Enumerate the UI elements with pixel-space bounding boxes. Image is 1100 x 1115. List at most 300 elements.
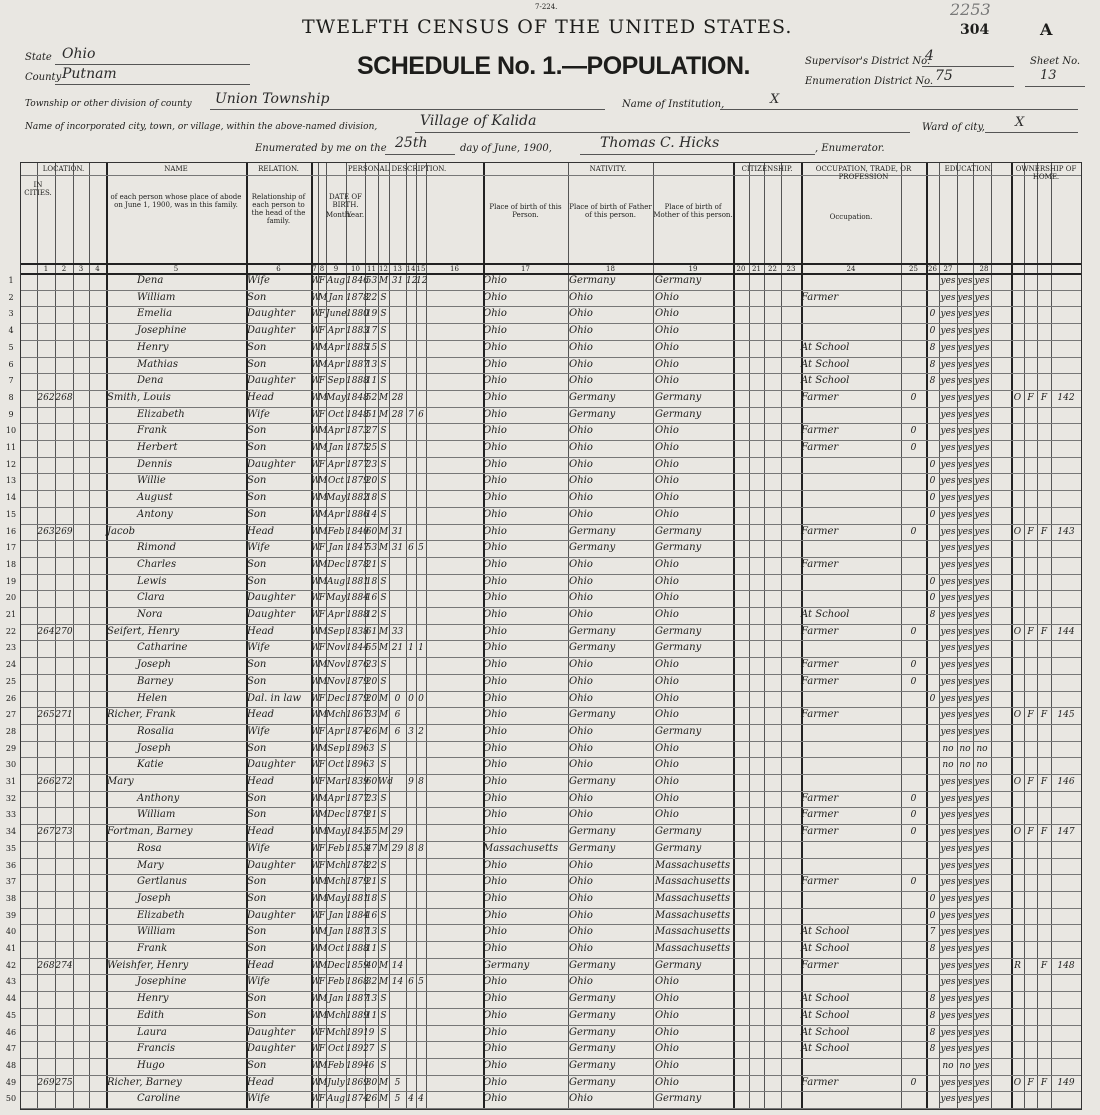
cell-sex: M [318,676,328,687]
cell-w: yes [957,710,973,721]
cell-yrs: 6 [394,710,401,721]
cell-name: Gertlanus [137,876,187,888]
township-value: Union Township [215,91,330,107]
table-row [8,340,1081,357]
cell-age: 20 [365,476,378,487]
cell-e: yes [974,326,990,337]
cell-bp: Ohio [483,659,507,671]
cell-rel: Son [247,492,267,504]
cell-hf: F [1040,526,1048,537]
cell-year: 1880 [346,309,369,320]
table-row [5,791,1081,808]
cell-year: 1879 [346,810,369,821]
cell-sex: F [318,860,326,871]
cell-mar: S [380,376,387,387]
cell-age: 13 [365,359,378,370]
supervisor-label: Supervisor's District No. [805,56,931,67]
cell-a21: 0 [929,326,936,337]
cell-sex: M [318,1077,328,1088]
column-number: 17 [521,265,530,273]
cell-name: Smith, Louis [107,391,171,403]
cell-w: yes [957,860,973,871]
cell-year: 1881 [346,576,369,587]
cell-year: 1896 [346,743,369,754]
cell-mar: S [380,359,387,370]
cell-bm: Massachusetts [655,926,731,938]
cell-bf: Ohio [569,375,593,387]
cell-month: Jan [328,994,344,1005]
cell-bf: Germany [569,993,616,1005]
cell-o: O [1013,1077,1022,1088]
cell-name: Edith [137,1009,165,1021]
cell-age: 53 [365,276,378,286]
cell-month: Oct [327,944,345,954]
cell-year: 1846 [346,276,369,286]
cell-mar: M [378,409,389,420]
column-number: 20 [736,265,746,273]
cell-moth: 3 [408,726,414,737]
cell-sex: F [318,910,326,921]
cell-n: 20 [5,593,17,603]
cell-bf: Ohio [569,809,593,821]
cell-w: yes [957,827,973,838]
cell-month: Apr [327,509,345,520]
cell-mar: S [380,1010,387,1021]
cell-o: O [1013,710,1022,721]
cell-sex: F [318,643,326,654]
cell-sex: F [318,726,326,737]
column-subheader-name-desc: of each person whose place of abode on June 1, 1900, was in this family. [110,193,242,209]
cell-year: 1885 [346,342,369,353]
cell-a21: 0 [929,476,936,487]
cell-n: 14 [5,493,17,503]
cell-rel: Head [247,826,275,838]
cell-r: yes [940,493,956,504]
cell-fam: 271 [55,710,73,721]
cell-month: Mch [326,860,347,871]
cell-sex: F [318,276,326,286]
cell-mar: S [380,944,387,954]
cell-bm: Ohio [655,709,679,721]
cell-month: Nov [326,676,346,687]
cell-r: yes [940,827,956,838]
form-number: 7-224. [535,3,558,11]
cell-hf: F [1040,1077,1048,1088]
cell-w: yes [957,944,973,954]
cell-month: Nov [326,660,346,671]
column-subheader-occupation: Occupation. [829,213,873,221]
cell-e: yes [974,994,990,1005]
cell-bm: Massachusetts [655,909,731,921]
cell-e: yes [974,843,990,854]
table-row [8,290,1081,307]
cell-year: 1884 [346,910,369,921]
cell-month: May [326,827,346,838]
cell-yrs: 29 [391,827,404,838]
cell-bf: Ohio [569,458,593,470]
cell-moth: 8 [408,843,414,854]
cell-n: 7 [8,376,14,386]
cell-rel: Son [247,659,267,671]
cell-sch: 146 [1057,777,1075,787]
cell-bp: Ohio [483,291,507,303]
cell-liv: 5 [418,977,424,988]
cell-bf: Germany [569,842,616,854]
cell-bm: Germany [655,391,702,403]
table-row [5,807,1081,824]
column-number: 2 [61,265,67,273]
cell-color: W [311,543,321,554]
cell-fam: 272 [55,777,73,787]
cell-sex: M [318,827,328,838]
cell-occ: Farmer [801,291,839,303]
cell-m20: 0 [910,810,917,821]
table-row [5,557,1081,574]
column-subheader-year: Year. [346,211,365,219]
cell-yrs: 31 [391,526,404,537]
cell-color: W [311,960,321,971]
cell-a21: 7 [929,927,936,938]
cell-rel: Son [247,558,267,570]
cell-e: yes [974,576,990,587]
cell-bf: Ohio [569,508,593,520]
cell-sex: F [318,1094,326,1105]
cell-bm: Germany [655,842,702,854]
cell-bm: Ohio [655,792,679,804]
cell-yrs: 14 [391,977,404,988]
cell-r: yes [940,342,956,353]
cell-m20: 0 [910,526,917,537]
cell-name: Mary [107,776,134,787]
table-row [5,640,1081,657]
cell-occ: Farmer [801,625,839,637]
cell-color: W [311,1060,321,1071]
cell-occ: Farmer [801,709,839,721]
cell-bm: Germany [655,275,702,286]
cell-mar: S [380,309,387,320]
cell-name: Helen [137,692,168,704]
cell-e: yes [974,660,990,671]
cell-bp: Ohio [483,492,507,504]
cell-rel: Son [247,1059,267,1071]
cell-bp: Ohio [483,876,507,888]
cell-month: July [327,1077,345,1088]
cell-yrs: 33 [391,626,404,637]
cell-month: June [326,309,347,320]
cell-month: Aug [326,276,346,286]
cell-bm: Ohio [655,341,679,353]
cell-sex: F [318,543,326,554]
cell-bp: Ohio [483,1009,507,1021]
cell-bm: Ohio [655,508,679,520]
cell-sex: M [318,292,328,303]
cell-rel: Son [247,675,267,687]
cell-r: yes [940,543,956,554]
cell-bf: Ohio [569,442,593,453]
table-row [5,974,1081,991]
cell-w: yes [957,877,973,888]
cell-name: Laura [137,1026,167,1038]
cell-m20: 0 [910,626,917,637]
cell-n: 10 [5,426,17,436]
cell-a21: 0 [929,893,936,904]
cell-n: 21 [5,610,17,619]
cell-w: yes [957,610,973,620]
cell-name: Willie [137,475,166,487]
cell-month: Jan [328,292,344,303]
table-row [5,440,1081,457]
cell-bp: Ohio [483,809,507,821]
cell-r: yes [940,960,956,971]
cell-w: yes [957,660,973,671]
cell-name: Weishfer, Henry [107,959,189,971]
cell-year: 1859 [346,960,369,971]
cell-bm: Ohio [655,375,679,387]
column-number: 6 [276,265,281,273]
cell-hf: F [1040,626,1048,637]
cell-name: Joseph [137,742,171,754]
cell-rel: Son [247,1009,267,1021]
cell-w: yes [957,960,973,971]
cell-mar: M [378,643,389,654]
state-value: Ohio [62,46,96,62]
cell-occ: At School [801,1009,850,1021]
cell-bm: Ohio [655,475,679,487]
cell-month: Apr [327,426,345,437]
cell-year: 1878 [346,559,369,570]
cell-rel: Daughter [247,1026,295,1038]
table-row [5,1025,1081,1042]
cell-age: 51 [365,409,378,420]
cell-bm: Germany [655,1093,702,1105]
cell-month: Apr [327,726,345,737]
cell-occ: Farmer [801,959,839,971]
cell-month: Apr [327,342,345,353]
cell-e: yes [974,1010,990,1021]
cell-bp: Ohio [483,1059,507,1071]
cell-name: Rosa [137,842,162,854]
cell-w: yes [957,1044,973,1055]
cell-rel: Wife [247,275,270,286]
cell-month: Dec [327,693,345,704]
cell-r: yes [940,593,956,604]
city-label: Name of incorporated city, town, or village, within the above-named division, [25,122,378,132]
cell-n: 27 [5,710,17,720]
cell-fm: F [1027,1077,1034,1088]
cell-rel: Head [247,959,275,971]
cell-color: W [311,743,321,754]
cell-rel: Son [247,742,267,754]
cell-bm: Ohio [655,976,679,988]
cell-bf: Ohio [569,926,593,938]
cell-a21: 0 [929,309,936,320]
sheet-label: Sheet No. [1030,56,1081,67]
cell-sex: M [318,359,328,370]
cell-m20: 0 [910,443,917,453]
cell-rel: Son [247,425,267,437]
cell-bm: Ohio [655,659,679,671]
cell-bp: Ohio [483,976,507,988]
cell-occ: At School [801,358,850,370]
cell-w: yes [957,994,973,1005]
cell-n: 22 [5,626,17,636]
table-row [5,958,1081,975]
cell-year: 1896 [346,760,369,771]
column-number: 4 [95,265,100,273]
cell-e: yes [974,927,990,938]
cell-rel: Son [247,809,267,821]
cell-r: yes [940,643,956,654]
cell-mar: M [378,710,389,721]
cell-color: W [311,626,321,637]
cell-name: Dennis [137,458,173,470]
cell-n: 1 [8,276,14,285]
cell-n: 47 [5,1044,17,1054]
cell-month: Jan [328,443,344,453]
cell-occ: At School [801,341,850,353]
cell-age: 22 [365,292,378,303]
cell-age: 18 [365,493,378,504]
cell-a21: 8 [929,1010,936,1021]
cell-color: W [311,726,321,737]
cell-n: 29 [5,743,17,753]
cell-bm: Ohio [655,308,679,320]
cell-a21: 8 [929,610,936,620]
cell-bf: Ohio [569,892,593,904]
cell-w: no [959,760,971,771]
table-row [5,674,1081,691]
cell-bf: Ohio [569,792,593,804]
corner-note: 2253 [950,0,991,19]
cell-r: yes [940,994,956,1005]
cell-sex: M [318,626,328,637]
cell-sex: M [318,342,328,353]
cell-month: Mch [326,1010,347,1021]
cell-color: W [311,893,321,904]
cell-sex: F [318,409,326,420]
cell-year: 1884 [346,593,369,604]
sheet-value: 13 [1040,68,1057,83]
table-row [8,357,1081,374]
cell-n: 31 [5,777,17,786]
cell-yrs: 5 [394,1077,401,1088]
cell-bf: Ohio [569,742,593,754]
cell-color: W [311,777,321,787]
cell-age: 30 [365,1077,378,1088]
cell-month: Dec [327,960,345,971]
cell-bp: Ohio [483,892,507,904]
cell-w: yes [957,626,973,637]
cell-e: yes [974,292,990,303]
table-row [8,323,1081,340]
cell-bf: Ohio [569,876,593,888]
cell-r: yes [940,1027,956,1038]
cell-mar: M [378,626,389,637]
cell-bf: Germany [569,408,616,420]
cell-o: R [1014,960,1021,971]
cell-bp: Ohio [483,442,507,453]
cell-name: Joseph [137,659,171,671]
cell-mar: S [380,676,387,687]
cell-name: Elizabeth [137,408,185,420]
cell-year: 1887 [346,994,369,1005]
column-subheader-date-of-birth: DATE OF BIRTH. [329,193,362,209]
cell-year: 1886 [346,509,369,520]
cell-w: yes [957,576,973,587]
cell-r: yes [940,576,956,587]
cell-n: 37 [5,877,17,887]
column-subheader-month: Month. [326,211,352,219]
cell-e: yes [974,459,990,470]
cell-sex: M [318,810,328,821]
cell-bf: Ohio [569,909,593,921]
cell-a21: 0 [929,576,936,587]
cell-bm: Ohio [655,609,679,620]
table-row [5,423,1081,440]
cell-month: Oct [327,760,345,771]
cell-month: May [326,893,346,904]
ward-value: X [1015,115,1025,130]
cell-e: yes [974,810,990,821]
cell-e: yes [974,860,990,871]
cell-r: yes [940,1044,956,1055]
cell-color: W [311,643,321,654]
table-row [8,273,1081,290]
cell-rel: Son [247,508,267,520]
cell-e: yes [974,342,990,353]
cell-e: yes [974,543,990,554]
column-group-header: PERSONAL DESCRIPTION. [347,165,447,173]
cell-bm: Ohio [655,442,679,453]
cell-bf: Germany [569,1009,616,1021]
cell-mar: M [378,726,389,737]
table-row [5,824,1081,841]
cell-age: 13 [365,994,378,1005]
cell-sch: 142 [1057,392,1075,403]
cell-name: Henry [137,993,169,1005]
cell-dwell: 266 [37,777,55,787]
cell-bp: Ohio [483,375,507,387]
cell-name: Hugo [137,1059,165,1071]
cell-sch: 148 [1057,960,1075,971]
cell-mar: S [380,910,387,921]
cell-name: William [137,291,176,303]
cell-w: yes [957,292,973,303]
cell-bm: Ohio [655,425,679,437]
cell-rel: Dal. in law [247,692,302,704]
cell-rel: Daughter [247,458,295,470]
cell-name: Catharine [137,642,188,654]
cell-color: W [311,1010,321,1021]
table-row [5,457,1081,474]
cell-rel: Wife [247,1093,270,1105]
table-row [5,891,1081,908]
cell-color: W [311,376,321,387]
cell-bm: Germany [655,959,702,971]
cell-sex: M [318,660,328,671]
cell-a21: 8 [929,944,936,954]
cell-o: O [1013,626,1022,637]
cell-w: yes [957,793,973,804]
cell-rel: Son [247,291,267,303]
cell-dwell: 268 [37,960,55,971]
cell-age: 11 [365,1010,378,1021]
column-number: 1 [43,265,49,273]
cell-name: Francis [137,1043,176,1055]
cell-bp: Ohio [483,993,507,1005]
cell-month: Apr [327,459,345,470]
cell-year: 1883 [346,326,369,337]
